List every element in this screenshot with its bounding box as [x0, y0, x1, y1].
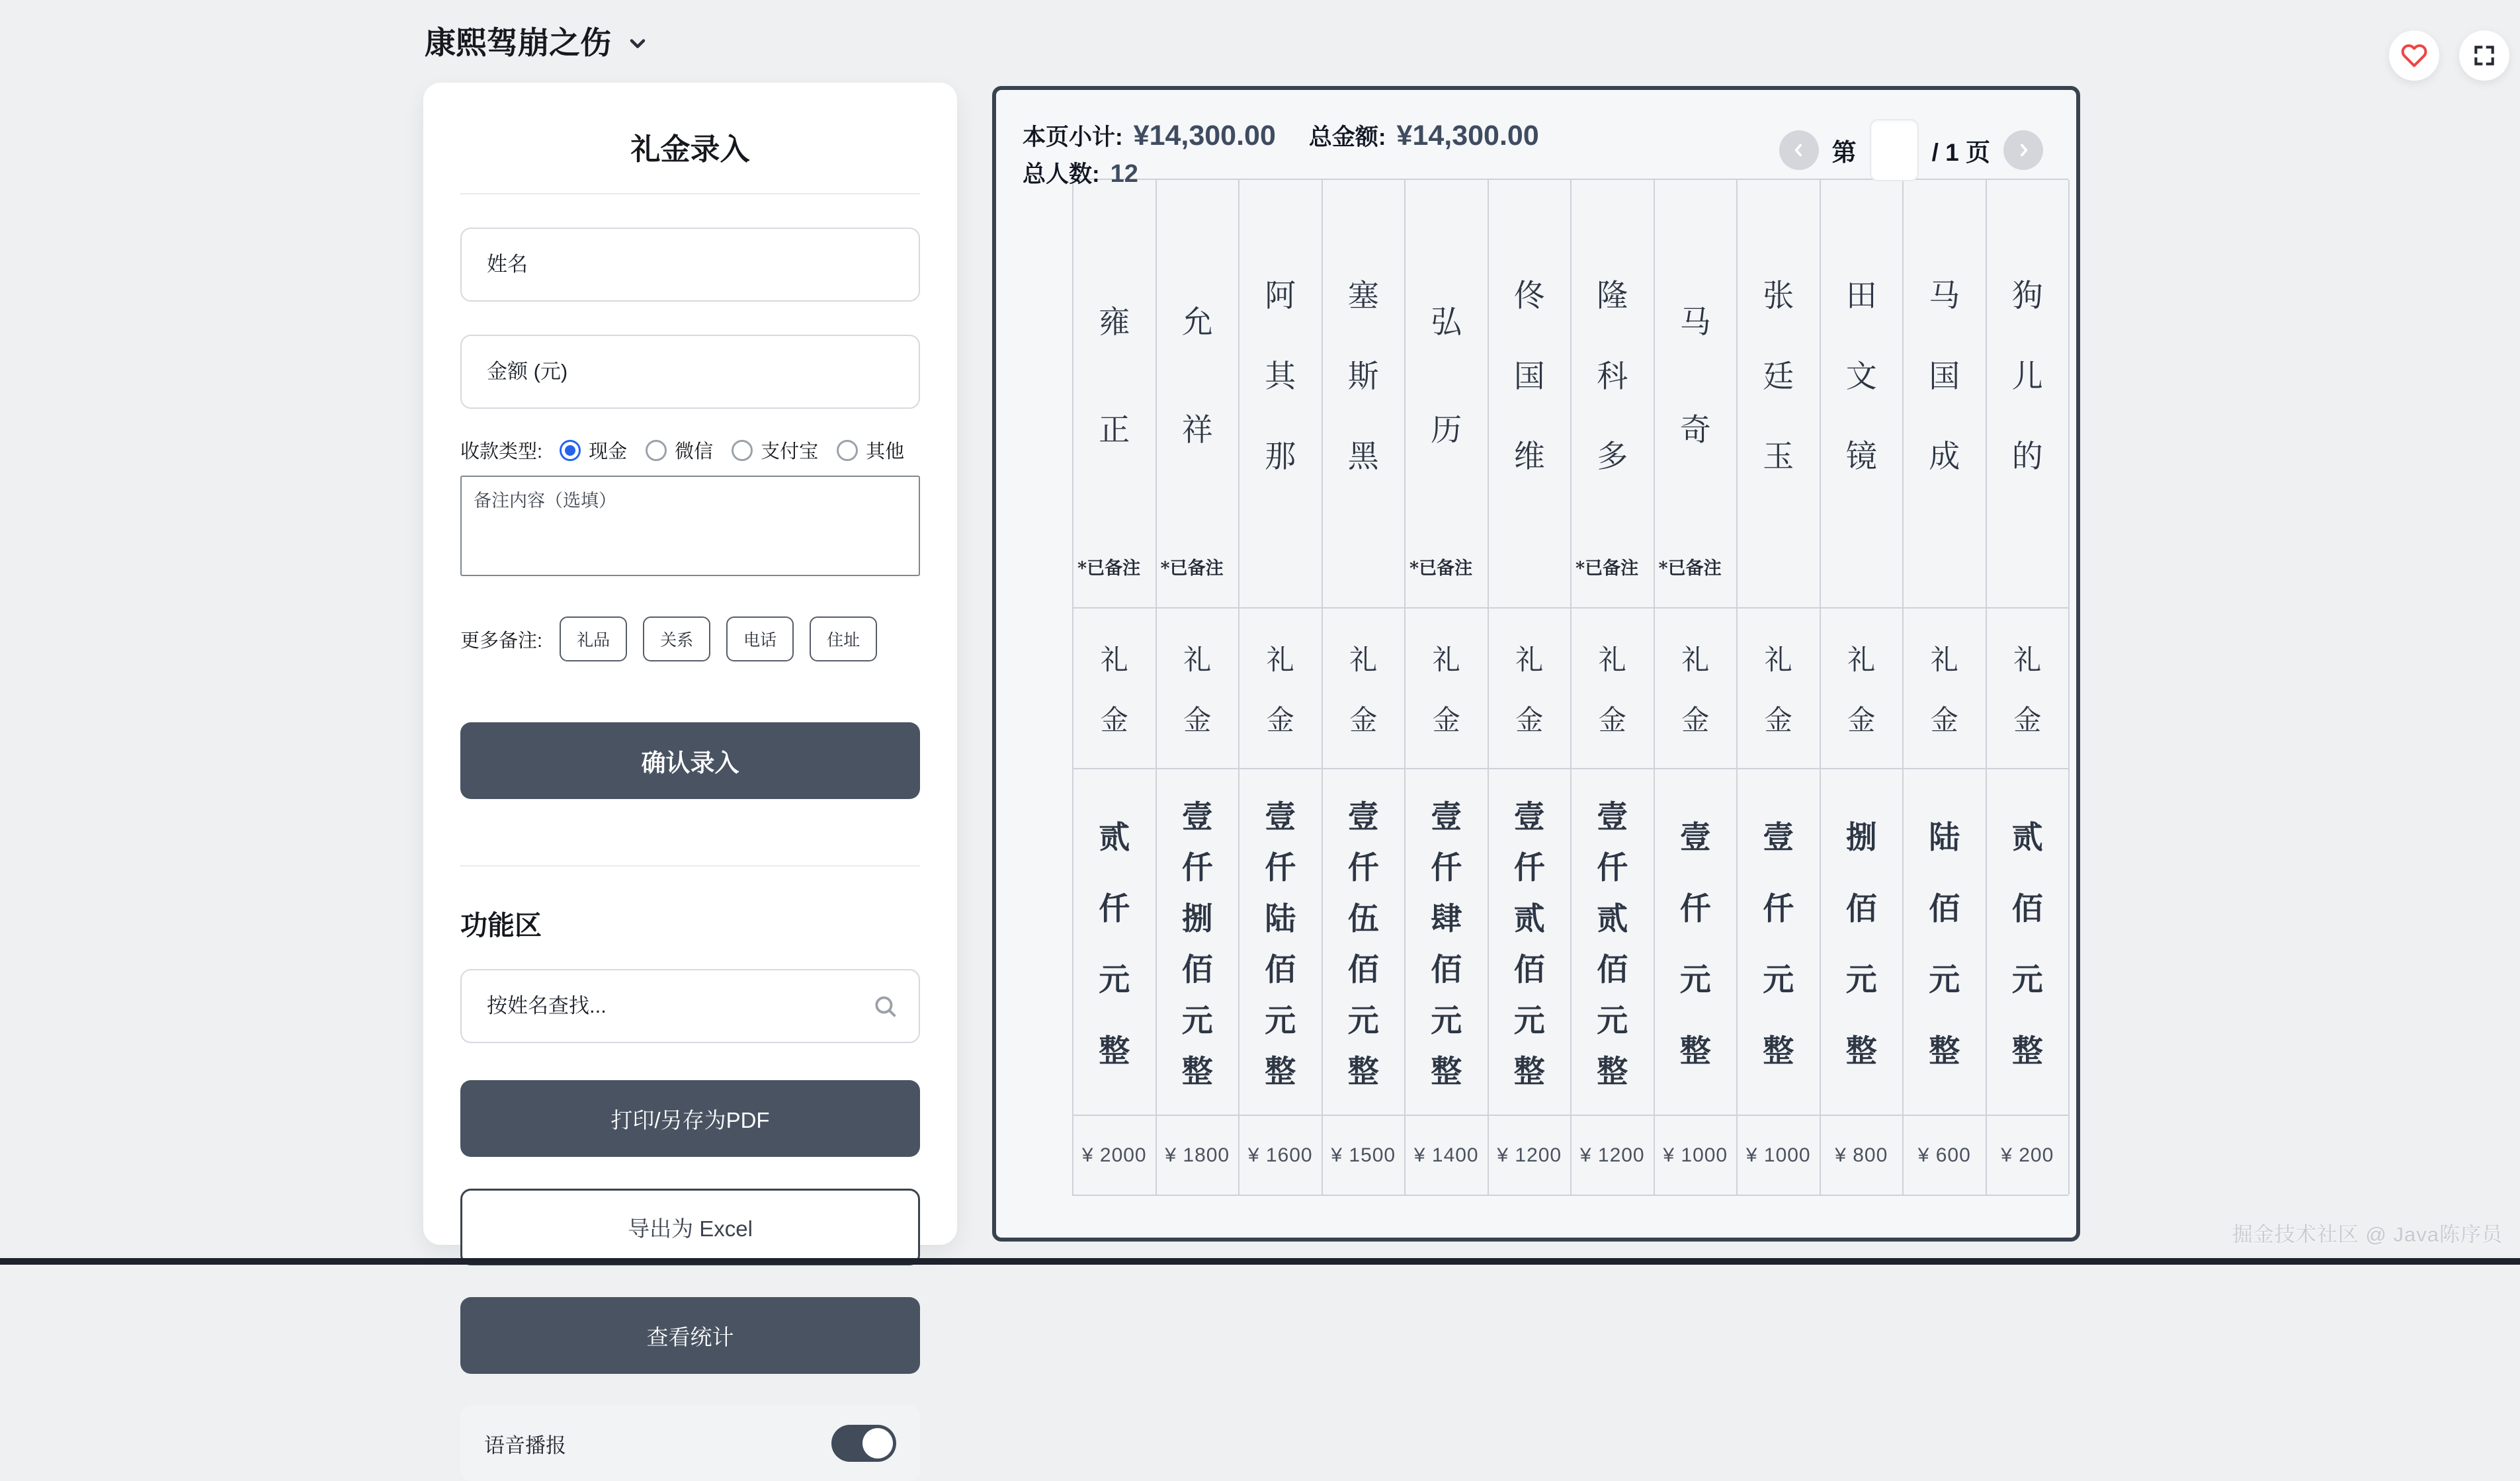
amount-cn-cell [1655, 769, 1737, 1116]
voice-broadcast-row [460, 1406, 920, 1481]
payment-type-row [460, 437, 920, 464]
subtotal-label: 本页小计: [1023, 124, 1123, 150]
amount-cn-cell [1323, 769, 1405, 1116]
noted-badge: *已备注 [1160, 558, 1224, 579]
record-name: 塞 斯 黑 [1347, 277, 1379, 476]
entry-card [423, 83, 957, 1457]
gift-label-cell [1821, 609, 1903, 769]
gift-label: 礼 金 [1100, 643, 1128, 737]
record-name-cell [1572, 180, 1654, 609]
record-name: 弘 历 [1431, 304, 1462, 448]
payment-option-支付宝[interactable] [732, 437, 818, 464]
search-input[interactable] [460, 969, 920, 1043]
amount-cn: 壹 仟 捌 佰 元 整 [1181, 799, 1213, 1090]
page-prefix: 第 [1831, 139, 1857, 166]
favorite-button[interactable] [2389, 30, 2439, 81]
amount-cn: 壹 仟 元 整 [1679, 819, 1711, 1070]
amount-numeric-cell [1572, 1116, 1654, 1195]
chevron-down-icon [626, 32, 650, 56]
gift-label: 礼 金 [1266, 643, 1294, 737]
payment-option-label: 微信 [675, 441, 714, 462]
gift-label-cell [1572, 609, 1654, 769]
noted-badge: *已备注 [1077, 558, 1141, 579]
page-title[interactable] [425, 19, 650, 63]
gift-label: 礼 金 [1183, 643, 1212, 737]
payment-option-现金[interactable] [560, 437, 627, 464]
amount-numeric-cell [1987, 1116, 2069, 1195]
page-number-input[interactable] [1870, 119, 1919, 181]
total-label: 总金额: [1308, 124, 1386, 150]
amount-cn: 壹 仟 元 整 [1763, 819, 1794, 1070]
amount-numeric-cell [1406, 1116, 1488, 1195]
record-name-cell [1406, 180, 1488, 609]
record-name: 隆 科 多 [1597, 277, 1628, 476]
confirm-entry-button[interactable]: 确认录入 [460, 722, 920, 799]
gift-label: 礼 金 [1349, 643, 1378, 737]
amount-numeric: ¥ 1000 [1663, 1144, 1728, 1166]
gift-label: 礼 金 [1432, 643, 1460, 737]
amount-numeric-cell [1655, 1116, 1737, 1195]
voice-broadcast-label: 语音播报 [484, 1433, 566, 1457]
ledger-column [1073, 180, 1157, 1195]
amount-numeric-cell [1239, 1116, 1322, 1195]
gift-label-cell [1987, 609, 2069, 769]
amount-numeric: ¥ 2000 [1081, 1144, 1147, 1166]
record-name-cell [1655, 180, 1737, 609]
noted-badge: *已备注 [1658, 558, 1722, 579]
amount-cn-cell [1406, 769, 1488, 1116]
record-name: 狗 儿 的 [2011, 277, 2043, 476]
count-label: 总人数: [1023, 161, 1100, 187]
record-name: 佟 国 维 [1513, 277, 1545, 476]
ledger-totals [1023, 119, 1562, 189]
amount-cn: 壹 仟 贰 佰 元 整 [1513, 799, 1545, 1090]
voice-broadcast-toggle[interactable] [831, 1425, 896, 1462]
record-name: 马 国 成 [1929, 277, 1960, 476]
amount-cn: 壹 仟 陆 佰 元 整 [1265, 799, 1296, 1090]
bottom-strip [0, 1258, 2520, 1265]
record-name-cell [1157, 180, 1239, 609]
amount-numeric: ¥ 1600 [1247, 1144, 1313, 1166]
record-name: 田 文 镜 [1845, 277, 1877, 476]
record-name: 允 祥 [1181, 304, 1213, 448]
amount-cn-cell [1157, 769, 1239, 1116]
amount-cn: 壹 仟 肆 佰 元 整 [1431, 799, 1462, 1090]
amount-cn: 贰 仟 元 整 [1099, 819, 1130, 1070]
amount-numeric-cell [1821, 1116, 1903, 1195]
tools-section-title: 功能区 [460, 910, 542, 941]
print-pdf-button[interactable]: 打印/另存为PDF [460, 1080, 920, 1157]
next-page-button[interactable] [2003, 130, 2043, 170]
gift-label-cell [1655, 609, 1737, 769]
amount-cn-cell [1489, 769, 1571, 1116]
gift-label: 礼 金 [1847, 643, 1876, 737]
amount-numeric: ¥ 200 [2001, 1144, 2054, 1166]
amount-numeric: ¥ 1200 [1579, 1144, 1645, 1166]
amount-cn: 壹 仟 伍 佰 元 整 [1347, 799, 1379, 1090]
remark-tag-关系[interactable]: 关系 [643, 616, 710, 661]
record-name-cell [1904, 180, 1986, 609]
amount-cn: 壹 仟 贰 佰 元 整 [1597, 799, 1628, 1090]
payment-option-微信[interactable] [646, 437, 713, 464]
record-name-cell [1489, 180, 1571, 609]
ledger-column [1323, 180, 1406, 1195]
amount-cn: 贰 佰 元 整 [2011, 819, 2043, 1070]
record-name-cell [1239, 180, 1322, 609]
amount-cn-cell [1821, 769, 1903, 1116]
remark-tag-住址[interactable]: 住址 [810, 616, 877, 661]
radio-icon[interactable] [732, 440, 753, 461]
record-name-cell [1738, 180, 1820, 609]
amount-cn-cell [1073, 769, 1155, 1116]
gift-label-cell [1323, 609, 1405, 769]
ledger-column [1489, 180, 1572, 1195]
gift-label-cell [1239, 609, 1322, 769]
total-value: ¥14,300.00 [1396, 120, 1539, 151]
fullscreen-button[interactable] [2459, 30, 2509, 81]
record-name-cell [1987, 180, 2069, 609]
payment-option-label: 现金 [589, 441, 628, 462]
amount-numeric: ¥ 1000 [1745, 1144, 1811, 1166]
amount-numeric-cell [1157, 1116, 1239, 1195]
prev-page-button[interactable] [1779, 130, 1819, 170]
record-name: 雍 正 [1099, 304, 1130, 448]
gift-label: 礼 金 [1515, 643, 1544, 737]
amount-numeric-cell [1073, 1116, 1155, 1195]
export-excel-button[interactable]: 导出为 Excel [460, 1189, 920, 1265]
amount-numeric-cell [1904, 1116, 1986, 1195]
amount-cn: 陆 佰 元 整 [1929, 819, 1960, 1070]
divider [460, 865, 920, 867]
ledger-column [1738, 180, 1821, 1195]
amount-cn-cell [1987, 769, 2069, 1116]
remark-textarea[interactable] [460, 476, 920, 576]
chevron-left-icon [1790, 142, 1808, 159]
ledger-column [1821, 180, 1904, 1195]
subtotal-value: ¥14,300.00 [1133, 120, 1276, 151]
ledger-column [1987, 180, 2070, 1195]
payment-option-label: 其他 [866, 441, 905, 462]
gift-label-cell [1073, 609, 1155, 769]
page-suffix: / 1 页 [1931, 139, 1990, 166]
ledger-column [1157, 180, 1240, 1195]
ledger-column [1572, 180, 1655, 1195]
amount-numeric: ¥ 1800 [1165, 1144, 1230, 1166]
fullscreen-icon [2472, 43, 2497, 68]
watermark: 掘金技术社区 @ Java陈序员 [2232, 1223, 2503, 1246]
gift-label-cell [1738, 609, 1820, 769]
gift-label-cell [1157, 609, 1239, 769]
record-name-cell [1073, 180, 1155, 609]
gift-label: 礼 金 [1930, 643, 1958, 737]
gift-label-cell [1904, 609, 1986, 769]
amount-numeric-cell [1323, 1116, 1405, 1195]
amount-cn-cell [1904, 769, 1986, 1116]
page-title-text: 康熙驾崩之伤 [425, 25, 611, 60]
noted-badge: *已备注 [1409, 558, 1473, 579]
remark-tag-礼品[interactable]: 礼品 [560, 616, 627, 661]
chevron-right-icon [2015, 142, 2032, 159]
ledger-column [1904, 180, 1987, 1195]
amount-cn-cell [1239, 769, 1322, 1116]
amount-numeric: ¥ 1500 [1331, 1144, 1396, 1166]
record-name-cell [1323, 180, 1405, 609]
record-name-cell [1821, 180, 1903, 609]
search-wrap [460, 969, 920, 1043]
amount-cn: 捌 佰 元 整 [1845, 819, 1877, 1070]
record-name: 阿 其 那 [1265, 277, 1296, 476]
gift-label: 礼 金 [1598, 643, 1626, 737]
noted-badge: *已备注 [1575, 558, 1639, 579]
more-remarks-row [460, 616, 920, 661]
radio-selected-icon[interactable] [560, 440, 581, 461]
count-value: 12 [1110, 160, 1138, 188]
payment-option-label: 支付宝 [761, 441, 819, 462]
gift-label-cell [1489, 609, 1571, 769]
record-name: 张 廷 玉 [1763, 277, 1794, 476]
ledger-table [1072, 179, 2068, 1196]
amount-cn-cell [1572, 769, 1654, 1116]
amount-numeric: ¥ 800 [1835, 1144, 1888, 1166]
ledger-column [1655, 180, 1738, 1195]
view-stats-button[interactable]: 查看统计 [460, 1297, 920, 1374]
amount-field[interactable] [460, 335, 920, 409]
amount-cn-cell [1738, 769, 1820, 1116]
gift-label: 礼 金 [1764, 643, 1792, 737]
remark-tag-电话[interactable]: 电话 [726, 616, 794, 661]
ledger-header [1023, 119, 2050, 189]
amount-numeric: ¥ 1200 [1497, 1144, 1562, 1166]
entry-card-title: 礼金录入 [630, 132, 750, 166]
payment-option-其他[interactable] [837, 437, 904, 464]
name-field[interactable] [460, 228, 920, 302]
radio-icon[interactable] [646, 440, 667, 461]
gift-label: 礼 金 [1681, 643, 1710, 737]
amount-numeric-cell [1489, 1116, 1571, 1195]
radio-icon[interactable] [837, 440, 858, 461]
ledger-column [1239, 180, 1323, 1195]
ledger-column [1406, 180, 1489, 1195]
search-icon [872, 994, 898, 1019]
divider [460, 193, 920, 194]
gift-label-cell [1406, 609, 1488, 769]
heart-icon [2401, 42, 2427, 69]
gift-label: 礼 金 [2013, 643, 2042, 737]
pagination [1779, 119, 2043, 181]
payment-type-label: 收款类型: [460, 441, 543, 462]
more-remarks-label: 更多备注: [460, 630, 543, 652]
record-name: 马 奇 [1679, 304, 1711, 448]
amount-numeric: ¥ 600 [1917, 1144, 1971, 1166]
amount-numeric-cell [1738, 1116, 1820, 1195]
ledger-panel [992, 86, 2080, 1242]
amount-numeric: ¥ 1400 [1413, 1144, 1479, 1166]
